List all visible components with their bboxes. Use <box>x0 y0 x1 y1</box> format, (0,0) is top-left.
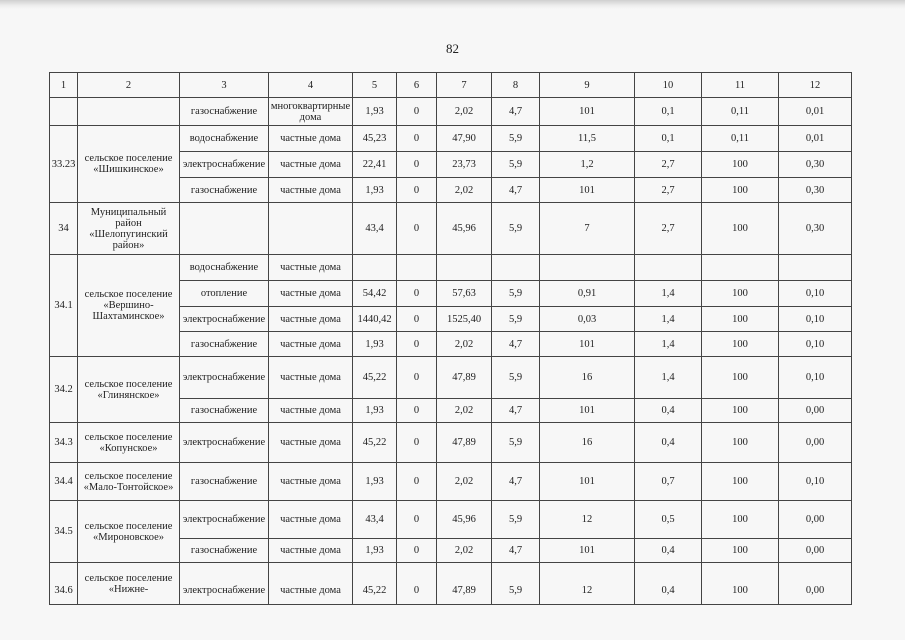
header-cell: 9 <box>540 73 635 98</box>
value-cell: 100 <box>702 281 779 307</box>
service-cell: электроснабжение <box>180 307 269 332</box>
value-cell: 45,96 <box>437 203 492 255</box>
value-cell: 0 <box>397 463 437 501</box>
value-cell: 0 <box>397 501 437 539</box>
value-cell: 0,1 <box>635 98 702 126</box>
row-id <box>50 98 78 126</box>
value-cell: 0,00 <box>779 563 852 605</box>
service-cell: газоснабжение <box>180 178 269 203</box>
value-cell: 0 <box>397 203 437 255</box>
header-cell: 3 <box>180 73 269 98</box>
value-cell: 0,30 <box>779 152 852 178</box>
value-cell: 45,22 <box>353 563 397 605</box>
header-cell: 2 <box>78 73 180 98</box>
value-cell: 0 <box>397 281 437 307</box>
value-cell: 100 <box>702 501 779 539</box>
value-cell: 16 <box>540 423 635 463</box>
value-cell <box>540 255 635 281</box>
value-cell: 0,00 <box>779 539 852 563</box>
value-cell: 0,30 <box>779 203 852 255</box>
value-cell: 100 <box>702 463 779 501</box>
value-cell: 0 <box>397 563 437 605</box>
value-cell: 0 <box>397 126 437 152</box>
value-cell: 16 <box>540 357 635 399</box>
value-cell: 11,5 <box>540 126 635 152</box>
value-cell <box>492 255 540 281</box>
settlement-name: сельское поселение «Вершино-Шахтаминское» <box>78 255 180 357</box>
value-cell: 45,22 <box>353 357 397 399</box>
value-cell: 1525,40 <box>437 307 492 332</box>
value-cell: 100 <box>702 357 779 399</box>
value-cell: 5,9 <box>492 203 540 255</box>
value-cell: 2,02 <box>437 332 492 357</box>
row-id: 34.4 <box>50 463 78 501</box>
header-cell: 7 <box>437 73 492 98</box>
value-cell: 0,00 <box>779 399 852 423</box>
housing-cell: частные дома <box>269 178 353 203</box>
value-cell: 12 <box>540 563 635 605</box>
service-cell <box>180 203 269 255</box>
settlement-name: сельское поселение «Мироновское» <box>78 501 180 563</box>
value-cell: 47,89 <box>437 357 492 399</box>
value-cell: 5,9 <box>492 281 540 307</box>
header-cell: 12 <box>779 73 852 98</box>
housing-cell: частные дома <box>269 399 353 423</box>
value-cell: 0,00 <box>779 501 852 539</box>
value-cell: 45,22 <box>353 423 397 463</box>
value-cell: 43,4 <box>353 203 397 255</box>
housing-cell: частные дома <box>269 126 353 152</box>
value-cell: 1,93 <box>353 332 397 357</box>
value-cell: 0,10 <box>779 463 852 501</box>
row-id: 34.6 <box>50 563 78 605</box>
service-cell: газоснабжение <box>180 539 269 563</box>
value-cell: 2,7 <box>635 203 702 255</box>
value-cell: 0,7 <box>635 463 702 501</box>
value-cell: 0 <box>397 423 437 463</box>
value-cell: 0,10 <box>779 332 852 357</box>
header-cell: 4 <box>269 73 353 98</box>
value-cell: 45,96 <box>437 501 492 539</box>
service-cell: водоснабжение <box>180 126 269 152</box>
row-id: 34.5 <box>50 501 78 563</box>
row-id: 34 <box>50 203 78 255</box>
service-cell: отопление <box>180 281 269 307</box>
value-cell: 4,7 <box>492 399 540 423</box>
service-cell: газоснабжение <box>180 399 269 423</box>
value-cell: 2,02 <box>437 178 492 203</box>
table-row <box>50 463 852 501</box>
value-cell: 0,4 <box>635 423 702 463</box>
table-row <box>50 423 852 463</box>
service-cell: электроснабжение <box>180 501 269 539</box>
data-table <box>49 72 852 605</box>
value-cell: 100 <box>702 563 779 605</box>
value-cell: 2,7 <box>635 178 702 203</box>
service-cell: электроснабжение <box>180 423 269 463</box>
service-cell: газоснабжение <box>180 98 269 126</box>
row-id: 34.1 <box>50 255 78 357</box>
table-row <box>50 501 852 539</box>
value-cell: 4,7 <box>492 98 540 126</box>
value-cell: 22,41 <box>353 152 397 178</box>
value-cell: 0,11 <box>702 98 779 126</box>
value-cell: 0,91 <box>540 281 635 307</box>
value-cell: 47,89 <box>437 423 492 463</box>
value-cell: 0,4 <box>635 563 702 605</box>
value-cell: 0,10 <box>779 281 852 307</box>
table-row <box>50 357 852 399</box>
header-cell: 10 <box>635 73 702 98</box>
housing-cell: частные дома <box>269 255 353 281</box>
value-cell: 4,7 <box>492 463 540 501</box>
housing-cell: частные дома <box>269 423 353 463</box>
value-cell: 1,4 <box>635 281 702 307</box>
value-cell: 5,9 <box>492 307 540 332</box>
page-number: 82 <box>446 41 459 56</box>
service-cell: электроснабжение <box>180 357 269 399</box>
value-cell: 2,02 <box>437 463 492 501</box>
table-row <box>50 203 852 255</box>
header-cell: 6 <box>397 73 437 98</box>
value-cell <box>702 255 779 281</box>
service-cell: водоснабжение <box>180 255 269 281</box>
value-cell: 0,30 <box>779 178 852 203</box>
header-cell: 5 <box>353 73 397 98</box>
value-cell: 0 <box>397 178 437 203</box>
housing-cell: частные дома <box>269 332 353 357</box>
value-cell: 0,00 <box>779 423 852 463</box>
value-cell: 1,4 <box>635 332 702 357</box>
row-id: 34.3 <box>50 423 78 463</box>
value-cell: 101 <box>540 399 635 423</box>
value-cell: 0 <box>397 357 437 399</box>
housing-cell: частные дома <box>269 152 353 178</box>
value-cell <box>437 255 492 281</box>
value-cell: 54,42 <box>353 281 397 307</box>
housing-cell: частные дома <box>269 563 353 605</box>
settlement-name: сельское поселение «Мало-Тонтойское» <box>78 463 180 501</box>
value-cell: 100 <box>702 399 779 423</box>
service-cell: газоснабжение <box>180 332 269 357</box>
housing-cell: частные дома <box>269 539 353 563</box>
value-cell: 4,7 <box>492 539 540 563</box>
settlement-name: Муниципальный район «Шелопугинский район» <box>78 203 180 255</box>
settlement-name: сельское поселение «Шишкинское» <box>78 126 180 203</box>
settlement-name <box>78 98 180 126</box>
value-cell: 2,02 <box>437 98 492 126</box>
header-row <box>50 73 852 98</box>
value-cell: 100 <box>702 203 779 255</box>
value-cell: 100 <box>702 423 779 463</box>
value-cell: 1,93 <box>353 539 397 563</box>
value-cell <box>635 255 702 281</box>
value-cell: 0,10 <box>779 307 852 332</box>
value-cell: 0,01 <box>779 98 852 126</box>
service-cell: газоснабжение <box>180 463 269 501</box>
service-cell: электроснабжение <box>180 152 269 178</box>
value-cell: 1,93 <box>353 399 397 423</box>
housing-cell <box>269 203 353 255</box>
value-cell: 101 <box>540 463 635 501</box>
header-cell: 11 <box>702 73 779 98</box>
value-cell: 5,9 <box>492 423 540 463</box>
value-cell: 43,4 <box>353 501 397 539</box>
value-cell: 100 <box>702 332 779 357</box>
value-cell: 1440,42 <box>353 307 397 332</box>
value-cell: 45,23 <box>353 126 397 152</box>
service-cell: электроснабжение <box>180 563 269 605</box>
value-cell: 0,03 <box>540 307 635 332</box>
value-cell: 100 <box>702 539 779 563</box>
value-cell: 5,9 <box>492 357 540 399</box>
value-cell: 1,93 <box>353 463 397 501</box>
value-cell: 4,7 <box>492 178 540 203</box>
value-cell: 0 <box>397 152 437 178</box>
settlement-name: сельское поселение «Глинянское» <box>78 357 180 423</box>
housing-cell: частные дома <box>269 307 353 332</box>
housing-cell: многоквартирные дома <box>269 98 353 126</box>
header-cell: 1 <box>50 73 78 98</box>
scan-edge <box>0 0 905 9</box>
header-cell: 8 <box>492 73 540 98</box>
value-cell <box>779 255 852 281</box>
value-cell: 5,9 <box>492 563 540 605</box>
value-cell: 5,9 <box>492 501 540 539</box>
value-cell: 0 <box>397 98 437 126</box>
value-cell: 2,02 <box>437 399 492 423</box>
value-cell: 5,9 <box>492 126 540 152</box>
value-cell: 101 <box>540 539 635 563</box>
value-cell: 0,5 <box>635 501 702 539</box>
table-row <box>50 126 852 152</box>
housing-cell: частные дома <box>269 463 353 501</box>
value-cell: 1,4 <box>635 357 702 399</box>
value-cell: 23,73 <box>437 152 492 178</box>
value-cell: 0 <box>397 307 437 332</box>
settlement-name: сельское поселение «Нижне- <box>78 563 180 605</box>
value-cell: 5,9 <box>492 152 540 178</box>
value-cell: 1,93 <box>353 98 397 126</box>
value-cell: 47,89 <box>437 563 492 605</box>
value-cell: 100 <box>702 307 779 332</box>
value-cell: 101 <box>540 332 635 357</box>
value-cell: 0,11 <box>702 126 779 152</box>
value-cell: 47,90 <box>437 126 492 152</box>
value-cell: 2,02 <box>437 539 492 563</box>
table-row <box>50 563 852 605</box>
value-cell: 101 <box>540 98 635 126</box>
value-cell <box>397 255 437 281</box>
value-cell: 100 <box>702 178 779 203</box>
value-cell: 12 <box>540 501 635 539</box>
value-cell: 2,7 <box>635 152 702 178</box>
row-id: 34.2 <box>50 357 78 423</box>
table-row <box>50 255 852 281</box>
value-cell: 7 <box>540 203 635 255</box>
housing-cell: частные дома <box>269 357 353 399</box>
value-cell: 0,4 <box>635 539 702 563</box>
value-cell: 0 <box>397 332 437 357</box>
value-cell: 101 <box>540 178 635 203</box>
value-cell: 0,1 <box>635 126 702 152</box>
value-cell: 1,2 <box>540 152 635 178</box>
value-cell: 0,10 <box>779 357 852 399</box>
value-cell: 0,01 <box>779 126 852 152</box>
housing-cell: частные дома <box>269 501 353 539</box>
value-cell: 1,4 <box>635 307 702 332</box>
value-cell: 4,7 <box>492 332 540 357</box>
row-id: 33.23 <box>50 126 78 203</box>
value-cell <box>353 255 397 281</box>
housing-cell: частные дома <box>269 281 353 307</box>
value-cell: 57,63 <box>437 281 492 307</box>
value-cell: 1,93 <box>353 178 397 203</box>
settlement-name: сельское поселение «Копунское» <box>78 423 180 463</box>
table-row <box>50 98 852 126</box>
value-cell: 0,4 <box>635 399 702 423</box>
value-cell: 0 <box>397 539 437 563</box>
value-cell: 100 <box>702 152 779 178</box>
value-cell: 0 <box>397 399 437 423</box>
